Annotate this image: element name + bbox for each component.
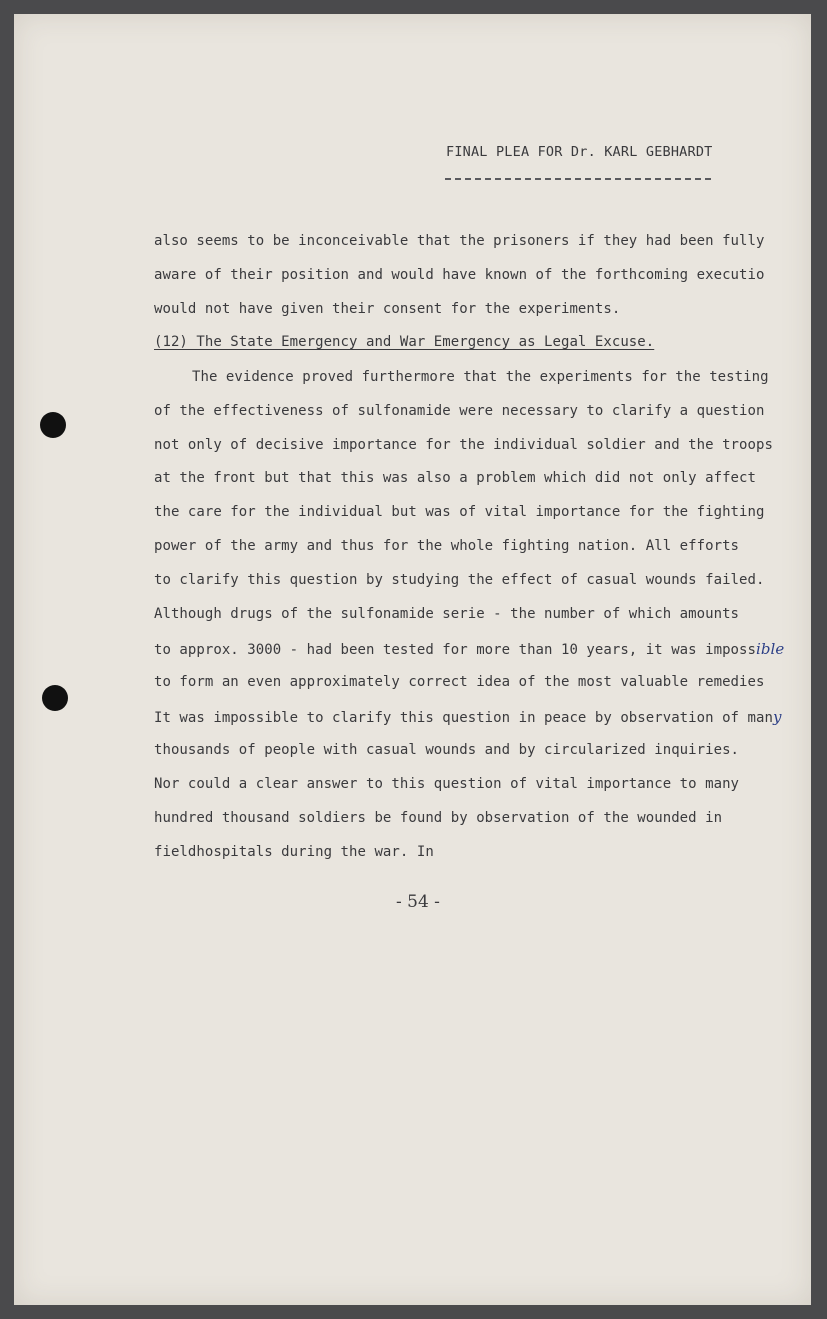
page-header: FINAL PLEA FOR Dr. KARL GEBHARDT xyxy=(446,144,713,160)
punch-hole-top xyxy=(40,412,66,438)
handwritten-correction: y xyxy=(772,708,782,726)
page-number: - 54 - xyxy=(396,892,440,912)
text-line: Although drugs of the sulfonamide serie - the number of which amounts xyxy=(154,606,740,622)
section-heading: (12) The State Emergency and War Emergency as Legal Excuse. xyxy=(154,334,655,350)
text-line xyxy=(154,708,781,726)
text-line: also seems to be inconceivable that the prisoners if they had been fully xyxy=(154,233,765,249)
text-line: to clarify this question by studying the effect of casual wounds failed. xyxy=(154,572,765,588)
typed-text: to approx. 3000 - had been tested for more than 10 years, it was imposs xyxy=(154,642,756,658)
typed-text: It was impossible to clarify this question in peace by observation of man xyxy=(154,710,773,726)
text-line: fieldhospitals during the war. In xyxy=(154,844,434,860)
document-page xyxy=(14,14,811,1305)
text-line: Nor could a clear answer to this question of vital importance to many xyxy=(154,776,740,792)
text-line: to form an even approximately correct idea of the most valuable remedies xyxy=(154,674,765,690)
text-line: at the front but that this was also a problem which did not only affect xyxy=(154,470,756,486)
text-line: of the effectiveness of sulfonamide were necessary to clarify a question xyxy=(154,403,765,419)
text-line: aware of their position and would have known of the forthcoming executio xyxy=(154,267,765,283)
text-line: the care for the individual but was of vital importance for the fighting xyxy=(154,504,765,520)
header-rule xyxy=(445,178,711,180)
text-line xyxy=(154,640,784,658)
punch-hole-bottom xyxy=(42,685,68,711)
text-line: would not have given their consent for the experiments. xyxy=(154,301,621,317)
text-line: power of the army and thus for the whole fighting nation. All efforts xyxy=(154,538,740,554)
text-line: thousands of people with casual wounds and by circularized inquiries. xyxy=(154,742,740,758)
handwritten-correction: ible xyxy=(756,640,785,658)
text-line: The evidence proved furthermore that the experiments for the testing xyxy=(192,369,769,385)
text-line: hundred thousand soldiers be found by observation of the wounded in xyxy=(154,810,723,826)
text-line: not only of decisive importance for the individual soldier and the troops xyxy=(154,437,773,453)
